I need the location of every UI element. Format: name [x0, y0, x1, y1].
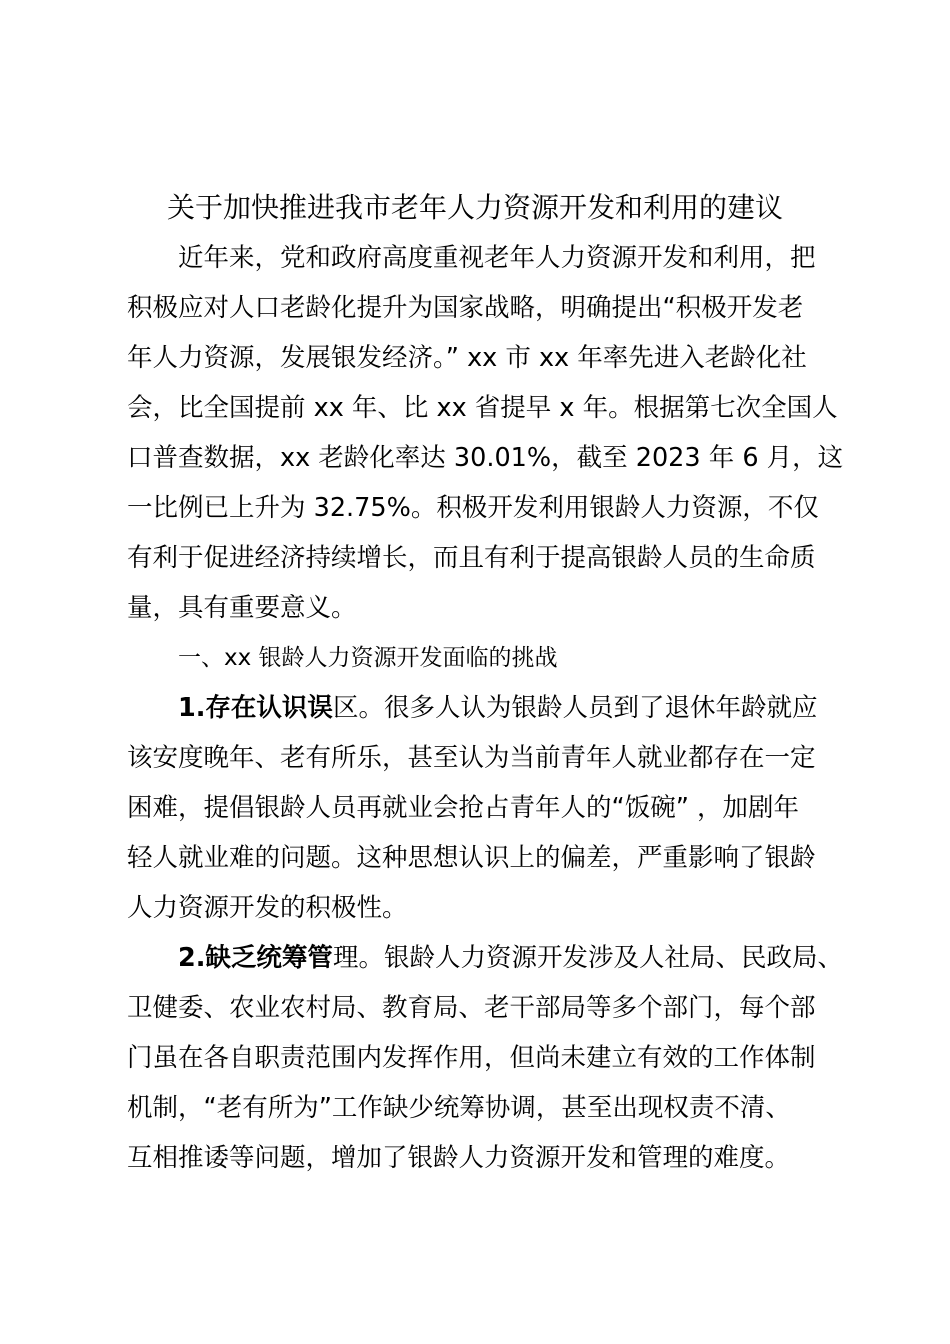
point-2-paragraph	[127, 933, 847, 1183]
document-title: 关于加快推进我市老年人力资源开发和利用的建议	[166, 191, 783, 224]
point-2-first-line	[127, 933, 847, 983]
point-1-line: 困难，提倡银龄人员再就业会抢占青年人的“饭碗” ，加剧年	[127, 793, 800, 823]
point-2-line: 机制，“老有所为”工作缺少统筹协调，甚至出现权责不清、	[127, 1093, 791, 1123]
intro-line: 积极应对人口老龄化提升为国家战略，明确提出“积极开发老	[127, 293, 804, 323]
point-1-first-line-rest: 区。很多人认为银龄人员到了退休年龄就应	[332, 693, 818, 723]
section-heading: 一、xx 银龄人力资源开发面临的挑战	[178, 645, 558, 671]
intro-line: 一比例已上升为 32.75%。积极开发利用银龄人力资源，不仅	[127, 493, 819, 523]
point-1-line: 人力资源开发的积极性。	[127, 893, 408, 923]
point-1-line: 该安度晚年、老有所乐，甚至认为当前青年人就业都存在一定	[127, 743, 816, 773]
point-2-bold-lead: 2.缺乏统筹管	[178, 943, 333, 973]
intro-line: 近年来，党和政府高度重视老年人力资源开发和利用，把	[178, 243, 816, 273]
point-2-line: 门虽在各自职责范围内发挥作用，但尚未建立有效的工作体制	[127, 1043, 816, 1073]
point-2-line: 互相推诿等问题，增加了银龄人力资源开发和管理的难度。	[127, 1143, 791, 1173]
intro-paragraph	[127, 233, 847, 633]
point-1-bold-lead: 1.存在认识误	[178, 693, 333, 723]
intro-line: 年人力资源，发展银发经济。” xx 市 xx 年率先进入老龄化社	[127, 343, 807, 373]
point-2-first-line-rest: 理。银龄人力资源开发涉及人社局、民政局、	[332, 943, 843, 973]
intro-line: 口普查数据，xx 老龄化率达 30.01%，截至 2023 年 6 月，这	[127, 443, 844, 473]
intro-line: 量，具有重要意义。	[127, 593, 357, 623]
point-1-line: 轻人就业难的问题。这种思想认识上的偏差，严重影响了银龄	[127, 843, 816, 873]
point-1-first-line	[127, 683, 847, 733]
intro-line: 会，比全国提前 xx 年、比 xx 省提早 x 年。根据第七次全国人	[127, 393, 838, 423]
point-2-line: 卫健委、农业农村局、教育局、老干部局等多个部门，每个部	[127, 993, 816, 1023]
document-body	[127, 233, 847, 1183]
intro-line: 有利于促进经济持续增长，而且有利于提高银龄人员的生命质	[127, 543, 816, 573]
point-1-paragraph	[127, 683, 847, 933]
